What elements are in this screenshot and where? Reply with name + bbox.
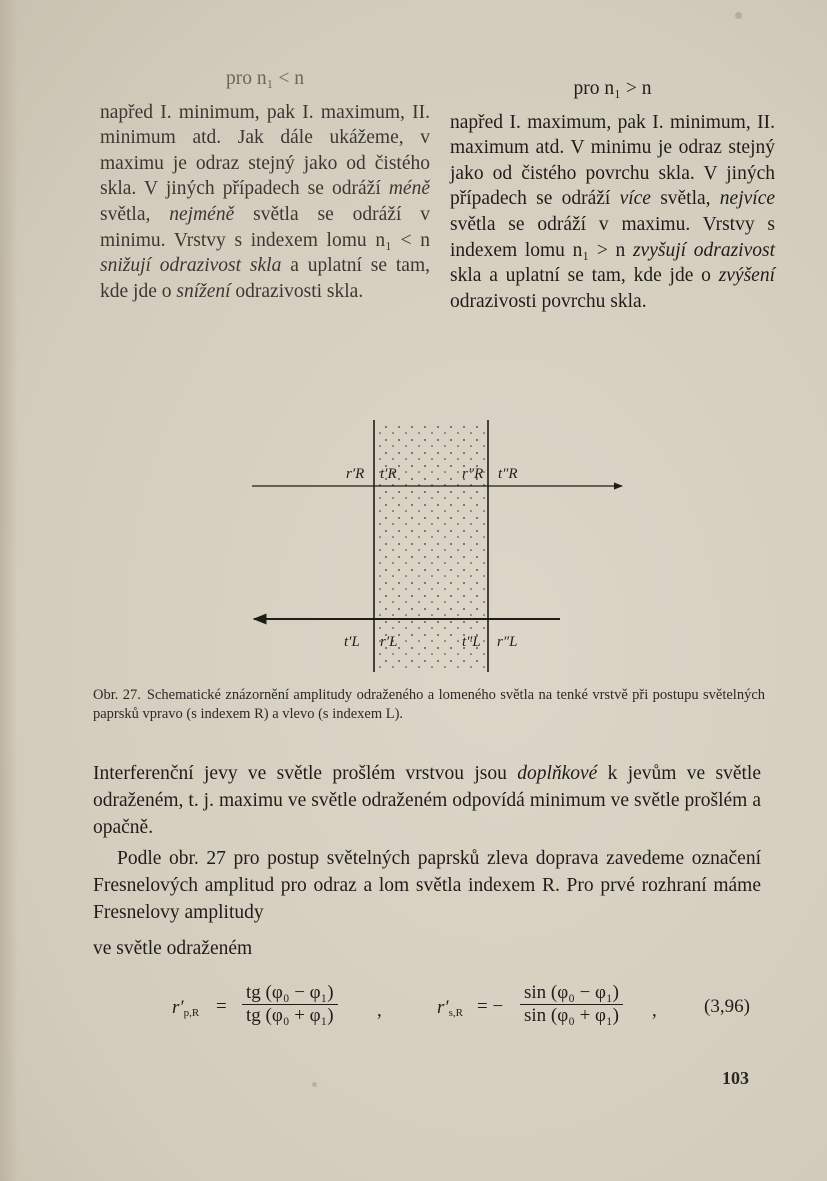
page-number: 103: [722, 1068, 749, 1088]
layer-region: [374, 424, 488, 668]
page-spine-shadow: [0, 0, 18, 1181]
eq-comma-1: ,: [377, 1000, 382, 1021]
right-column-text: napřed I. maximum, pak I. minimum, II. maximum atd. V minimu je odraz stejný jako od čistého povrchu skla. V jiných případech se odráží více světla, nejvíce světla se odráží v maximu. Vrstvy s indexem lomu n₁ > n zvyšují odrazivost skla a uplatní se tam, kde jde o zvýšení odrazivosti povrchu skla.: [450, 111, 776, 312]
left-column: [100, 66, 430, 304]
paragraph-fresnel: Podle obr. 27 pro postup světelných paprsků zleva doprava zavedeme označení Fresnelových amplitud pro odraz a lom světla indexem R. Pro prvé rozhraní máme Fresnelovy amplitudy: [93, 848, 761, 923]
paper-spot: [312, 1082, 317, 1087]
label-r1-R: r′R: [346, 466, 365, 482]
eq-fraction-sin: $\frac{\text{sin (φ₀ − φ₁)}}{\text{sin (φ₀ + φ₁)}}$: [520, 982, 623, 1027]
right-column-heading: pro n₁ > n: [573, 78, 652, 99]
paragraph-complementary: Interferenční jevy ve světle prošlém vrstvou jsou doplňkové k jevům ve světle odraženém, t. j. maximu ve světle odraženém odpovídá minimum ve světle prošlém a opačně.: [93, 763, 761, 838]
label-t2-L: t″L: [462, 634, 481, 650]
figure-caption: [93, 686, 765, 724]
left-column-heading: pro n₁ < n: [226, 68, 304, 89]
eq-lhs-p: $r'_{p,R}$: [172, 997, 200, 1019]
thin-layer-diagram: [240, 410, 640, 680]
caption-text: Schematické znázornění amplitudy odraženého a lomeného světla na tenké vrstvě při postupu světelných paprsků vpravo (s indexem R) a vlevo (s indexem L).: [93, 687, 766, 722]
eq-comma-2: ,: [652, 1000, 657, 1021]
equation-3-96: [172, 980, 772, 1040]
eq-equals-1: =: [216, 996, 227, 1017]
eq-equals-minus: = −: [477, 996, 504, 1017]
label-t2-R: t″R: [498, 466, 518, 482]
label-r2-L: r″L: [497, 634, 518, 650]
eq-lhs-s: $r'_{s,R}$: [437, 997, 463, 1019]
label-r1-L: r′L: [380, 634, 398, 650]
label-r2-R: r″R: [462, 466, 484, 482]
label-t1-R: t′R: [380, 466, 397, 482]
paragraph-reflected: ve světle odraženém: [93, 938, 253, 959]
right-column: [450, 76, 775, 314]
eq-number: (3,96): [704, 996, 750, 1017]
paper-spot: [735, 12, 742, 19]
caption-label: Obr. 27.: [93, 687, 141, 703]
eq-fraction-tg: $\frac{\text{tg (φ₀ − φ₁)}}{\text{tg (φ₀ + φ₁)}}$: [242, 982, 338, 1027]
left-column-text: napřed I. minimum, pak I. maximum, II. minimum atd. Jak dále ukážeme, v maximu je odraz stejný jako od čistého skla. V jiných případech se odráží méně světla, nejméně světla se odráží v minimu. Vrstvy s indexem lomu n₁ < n snižují odrazivost skla a uplatní se tam, kde jde o snížení odrazivosti skla.: [100, 101, 431, 302]
label-t1-L: t′L: [344, 634, 360, 650]
